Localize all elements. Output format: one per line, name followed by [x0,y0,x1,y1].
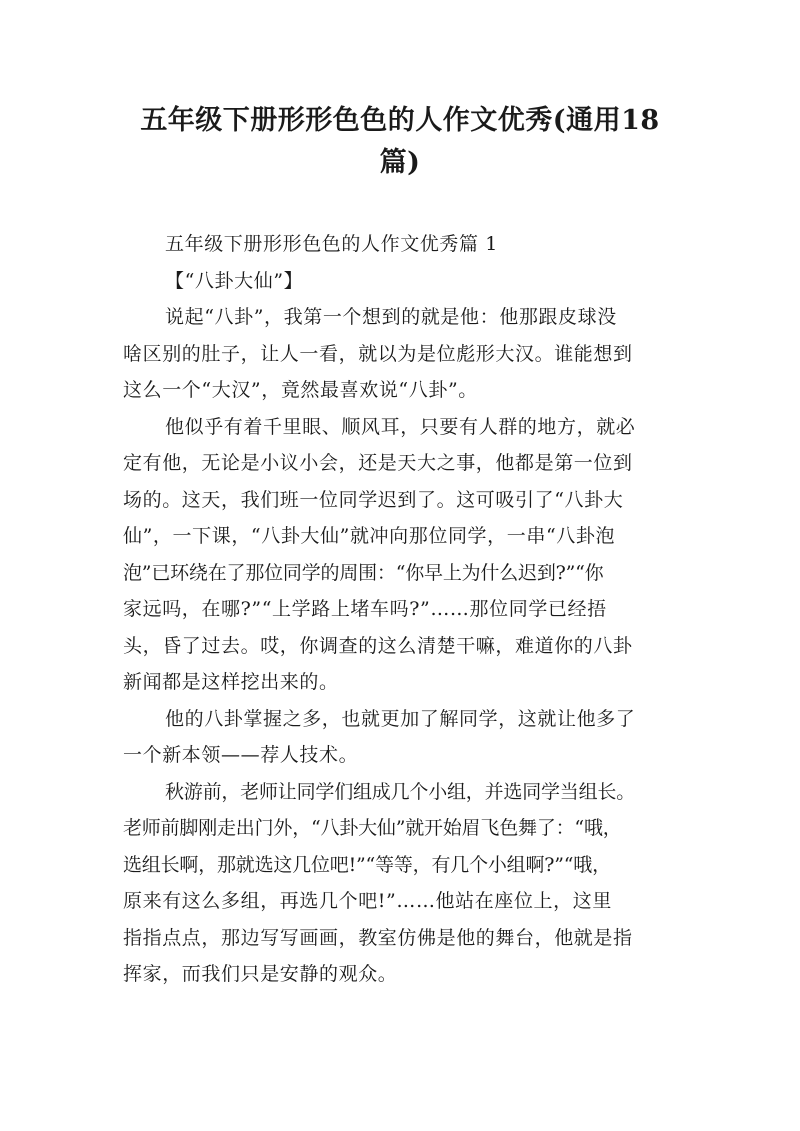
text-line: 指指点点，那边写写画画，教室仿佛是他的舞台，他就是指 [123,926,633,949]
text-line: 原来有这么多组，再选几个吧!”……他站在座位上，这里 [123,890,612,912]
text-line: 一个新本领——荐人技术。 [123,744,359,766]
essay-body [123,226,679,993]
text-line: 啥区别的肚子，让人一看，就以为是位彪形大汉。谁能想到 [123,342,633,365]
text-line: 选组长啊，那就选这几位吧!”“等等，有几个小组啊?”“哦， [123,853,611,876]
document-title [100,100,700,184]
text-line: 秋游前，老师让同学们组成几个小组，并选同学当组长。 [165,780,636,803]
essay-subtitle: 五年级下册形形色色的人作文优秀篇 1 [165,233,498,255]
text-line: 新闻都是这样挖出来的。 [123,671,339,693]
text-line: 泡”已环绕在了那位同学的周围：“你早上为什么迟到?”“你 [123,561,604,584]
title-line-2: 篇) [379,147,421,178]
essay-heading: 【“八卦大仙”】 [165,269,304,292]
text-line: 老师前脚刚走出门外，“八卦大仙”就开始眉飞色舞了：“哦， [123,817,622,839]
text-line: 场的。这天，我们班一位同学迟到了。这可吸引了“八卦大 [123,488,624,511]
text-line: 他的八卦掌握之多，也就更加了解同学，这就让他多了 [165,707,636,730]
text-line: 这么一个“大汉”，竟然最喜欢说“八卦”。 [123,379,478,401]
text-line: 仙”，一下课，“八卦大仙”就冲向那位同学，一串“八卦泡 [123,525,616,547]
text-line: 家远吗，在哪?”“上学路上堵车吗?”……那位同学已经捂 [123,598,607,620]
text-line: 定有他，无论是小议小会，还是天大之事，他都是第一位到 [123,452,633,474]
text-line: 说起“八卦”，我第一个想到的就是他：他那跟皮球没 [165,306,617,328]
text-line: 头，昏了过去。哎，你调查的这么清楚干嘛，难道你的八卦 [123,634,633,657]
text-line: 他似乎有着千里眼、顺风耳，只要有人群的地方，就必 [165,415,636,438]
title-line-1: 五年级下册形形色色的人作文优秀(通用18 [140,105,660,136]
text-line: 挥家，而我们只是安静的观众。 [123,963,398,985]
